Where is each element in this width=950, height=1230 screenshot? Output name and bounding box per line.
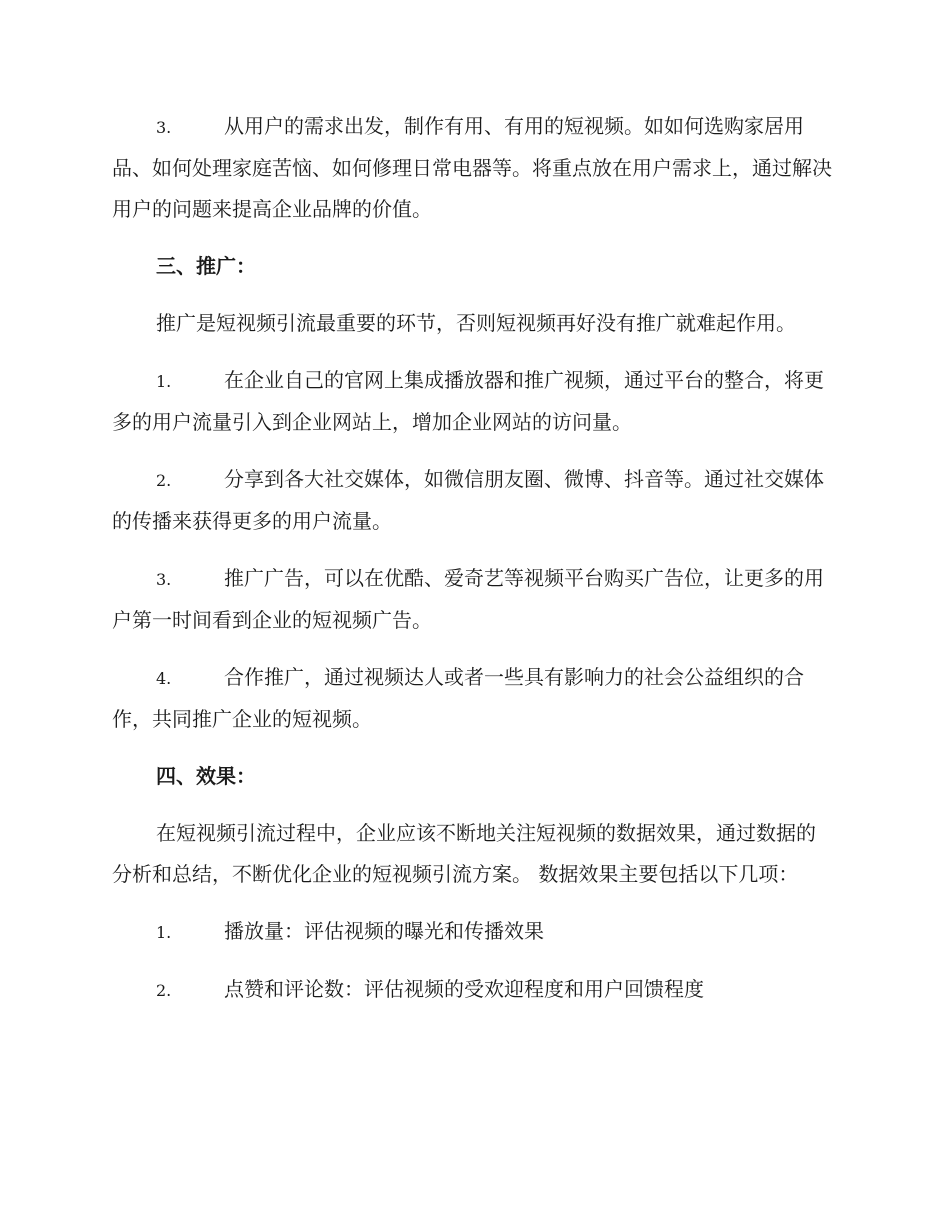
list-item: [112, 459, 834, 542]
list-item-text: 点赞和评论数：评估视频的受欢迎程度和用户回馈程度: [224, 977, 704, 1001]
list-item: [112, 911, 834, 953]
list-number: 1.: [156, 372, 172, 391]
list-number: 2.: [156, 471, 172, 490]
list-item: [112, 558, 834, 641]
list-item: [112, 106, 834, 230]
list-number: 2.: [156, 981, 172, 1000]
section-heading: 三、推广：: [156, 254, 256, 278]
list-item-text: 分享到各大社交媒体，如微信朋友圈、微博、抖音等。通过社交媒体的传播来获得更多的用户流量。: [112, 467, 824, 533]
list-item: [112, 360, 834, 443]
paragraph: 在短视频引流过程中，企业应该不断地关注短视频的数据效果，通过数据的分析和总结，不断优化企业的短视频引流方案。 数据效果主要包括以下几项：: [112, 821, 816, 886]
list-item-text: 在企业自己的官网上集成播放器和推广视频，通过平台的整合，将更多的用户流量引入到企业网站上，增加企业网站的访问量。: [112, 368, 824, 434]
document-page: [112, 106, 834, 1011]
list-number: 1.: [156, 923, 172, 942]
list-item: [112, 657, 834, 740]
paragraph: 推广是短视频引流最重要的环节，否则短视频再好没有推广就难起作用。: [156, 311, 796, 335]
list-item-text: 推广广告，可以在优酷、爱奇艺等视频平台购买广告位，让更多的用户第一时间看到企业的短视频广告。: [112, 566, 824, 632]
list-number: 4.: [156, 669, 172, 688]
list-item-text: 从用户的需求出发，制作有用、有用的短视频。如如何选购家居用品、如何处理家庭苦恼、如何修理日常电器等。将重点放在用户需求上，通过解决用户的问题来提高企业品牌的价值。: [112, 114, 832, 221]
list-item-text: 播放量：评估视频的曝光和传播效果: [224, 919, 544, 943]
list-number: 3.: [156, 118, 172, 137]
list-item-text: 合作推广，通过视频达人或者一些具有影响力的社会公益组织的合作，共同推广企业的短视频。: [112, 665, 804, 731]
list-item: [112, 969, 834, 1011]
list-number: 3.: [156, 570, 172, 589]
section-heading: 四、效果：: [156, 764, 256, 788]
